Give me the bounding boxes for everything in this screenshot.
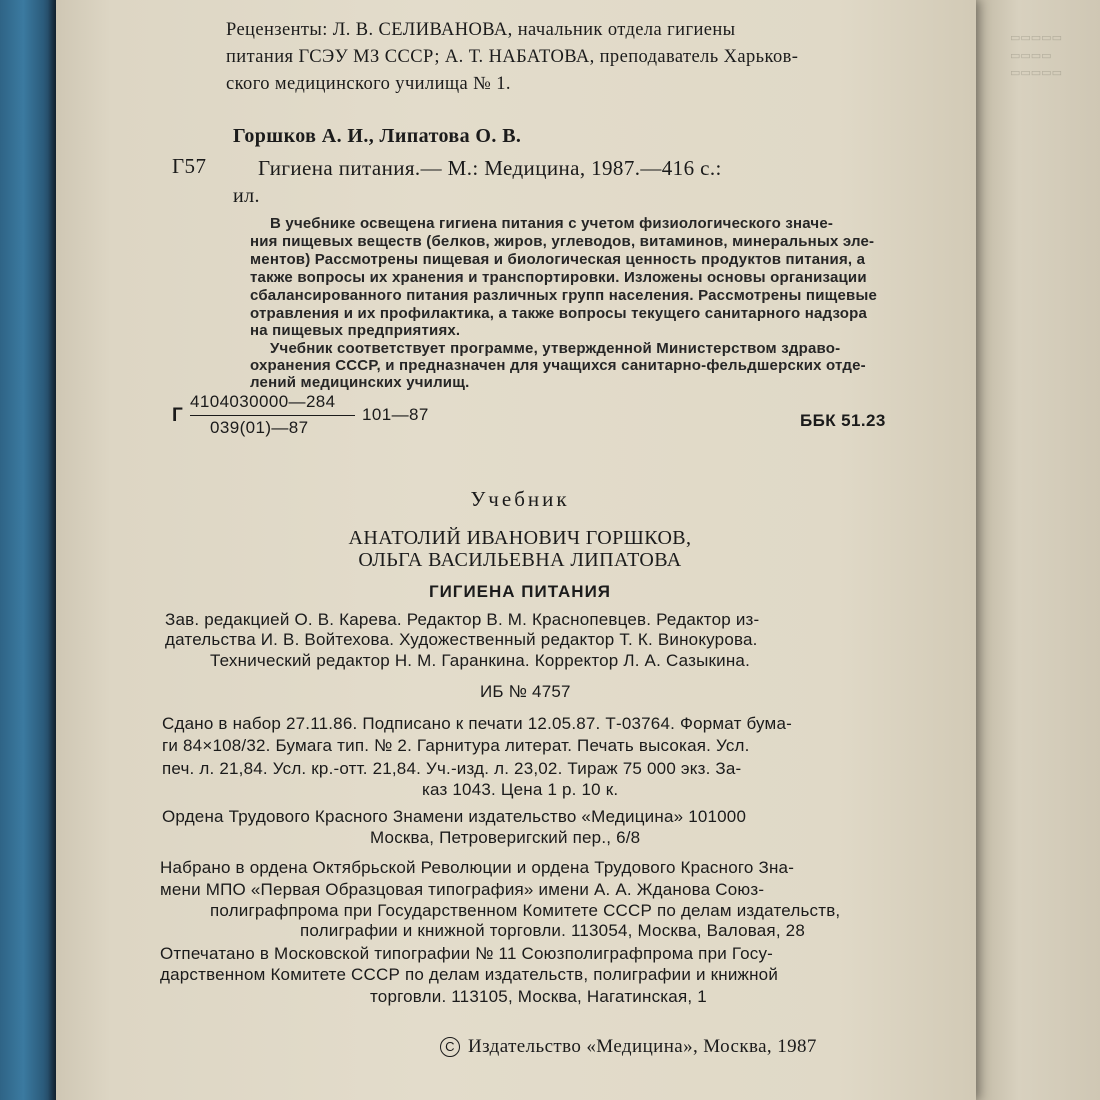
print-info-line-4: каз 1043. Цена 1 р. 10 к. <box>422 780 619 799</box>
copyright-line <box>440 1036 817 1058</box>
typeset-line-3: полиграфпрома при Государственном Комитете СССР по делам издательств, <box>210 901 841 920</box>
bbk-code: ББК 51.23 <box>800 411 886 430</box>
catalog-authors: Горшков А. И., Липатова О. В. <box>233 125 522 147</box>
printed-line-2: дарственном Комитете СССР по делам издательств, полиграфии и книжной <box>160 965 779 984</box>
publisher-line-2: Москва, Петроверигский пер., 6/8 <box>370 828 641 847</box>
author-2: ОЛЬГА ВАСИЛЬЕВНА ЛИПАТОВА <box>358 549 682 571</box>
print-info-line-2: ги 84×108/32. Бумага тип. № 2. Гарнитура литерат. Печать высокая. Усл. <box>162 736 750 755</box>
index-denominator: 039(01)—87 <box>210 418 309 437</box>
abstract-line-1: В учебнике освещена гигиена питания с учетом физиологического значе- <box>270 215 834 232</box>
abstract-line-8: Учебник соответствует программе, утвержденной Министерством здраво- <box>270 340 841 357</box>
book-spine <box>0 0 58 1100</box>
editors-line-1: Зав. редакцией О. В. Карева. Редактор В. М. Краснопевцев. Редактор из- <box>165 610 760 629</box>
abstract-line-2: ния пищевых веществ (белков, жиров, углеводов, витаминов, минеральных эле- <box>250 233 875 250</box>
catalog-code: Г57 <box>172 154 207 178</box>
editors-line-3: Технический редактор Н. М. Гаранкина. Корректор Л. А. Сазыкина. <box>210 651 750 670</box>
editors-line-2: дательства И. В. Войтехова. Художественный редактор Т. К. Винокурова. <box>165 630 758 649</box>
index-code: 101—87 <box>362 405 429 424</box>
abstract-line-6: отравления и их профилактика, а также вопросы текущего санитарного надзора <box>250 305 868 322</box>
book-title: ГИГИЕНА ПИТАНИЯ <box>428 582 612 601</box>
typeset-line-1: Набрано в ордена Октябрьской Революции и ордена Трудового Красного Зна- <box>160 858 795 877</box>
typeset-line-4: полиграфии и книжной торговли. 113054, Москва, Валовая, 28 <box>300 921 805 940</box>
abstract-line-9: охранения СССР, и предназначен для учащихся санитарно-фельдшерских отде- <box>250 357 866 374</box>
bleed-through-text: ▭▭▭▭▭ ▭▭▭▭ ▭▭▭▭▭ <box>1010 32 1062 80</box>
copyright-text: Издательство «Медицина», Москва, 1987 <box>468 1036 817 1057</box>
typeset-line-2: мени МПО «Первая Образцовая типография» имени А. А. Жданова Союз- <box>160 880 765 899</box>
reviewers-line-1: Рецензенты: Л. В. СЕЛИВАНОВА, начальник отдела гигиены <box>226 20 736 40</box>
index-fraction-bar <box>190 415 355 416</box>
catalog-title-line: Гигиена питания.— М.: Медицина, 1987.—416 с.: <box>258 156 722 180</box>
index-numerator: 4104030000—284 <box>190 392 336 411</box>
abstract-line-7: на пищевых предприятиях. <box>250 322 461 339</box>
abstract-line-5: сбалансированного питания различных групп населения. Рассмотрены пищевые <box>250 287 877 304</box>
reviewers-line-3: ского медицинского училища № 1. <box>226 74 511 94</box>
abstract-line-10: лений медицинских училищ. <box>250 374 470 391</box>
print-info-line-1: Сдано в набор 27.11.86. Подписано к печати 12.05.87. Т-03764. Формат бума- <box>162 714 792 733</box>
copyright-icon: C <box>440 1037 460 1057</box>
index-letter: Г <box>172 405 184 426</box>
reviewers-line-2: питания ГСЭУ МЗ СССР; А. Т. НАБАТОВА, преподаватель Харьков- <box>226 47 799 67</box>
printed-line-3: торговли. 113105, Москва, Нагатинская, 1 <box>370 987 707 1006</box>
book-type: Учебник <box>470 487 570 511</box>
ib-number: ИБ № 4757 <box>480 682 571 701</box>
print-info-line-3: печ. л. 21,84. Усл. кр.-отт. 21,84. Уч.-изд. л. 23,02. Тираж 75 000 экз. За- <box>162 759 742 778</box>
catalog-illus: ил. <box>233 185 260 207</box>
abstract-line-3: ментов) Рассмотрены пищевая и биологическая ценность продуктов питания, а <box>250 251 866 268</box>
next-page-edge <box>965 0 1100 1100</box>
publisher-line-1: Ордена Трудового Красного Знамени издательство «Медицина» 101000 <box>162 807 747 826</box>
printed-line-1: Отпечатано в Московской типографии № 11 Союзполиграфпрома при Госу- <box>160 944 774 963</box>
author-1: АНАТОЛИЙ ИВАНОВИЧ ГОРШКОВ, <box>348 527 692 549</box>
abstract-line-4: также вопросы их хранения и транспортировки. Изложены основы организации <box>250 269 867 286</box>
